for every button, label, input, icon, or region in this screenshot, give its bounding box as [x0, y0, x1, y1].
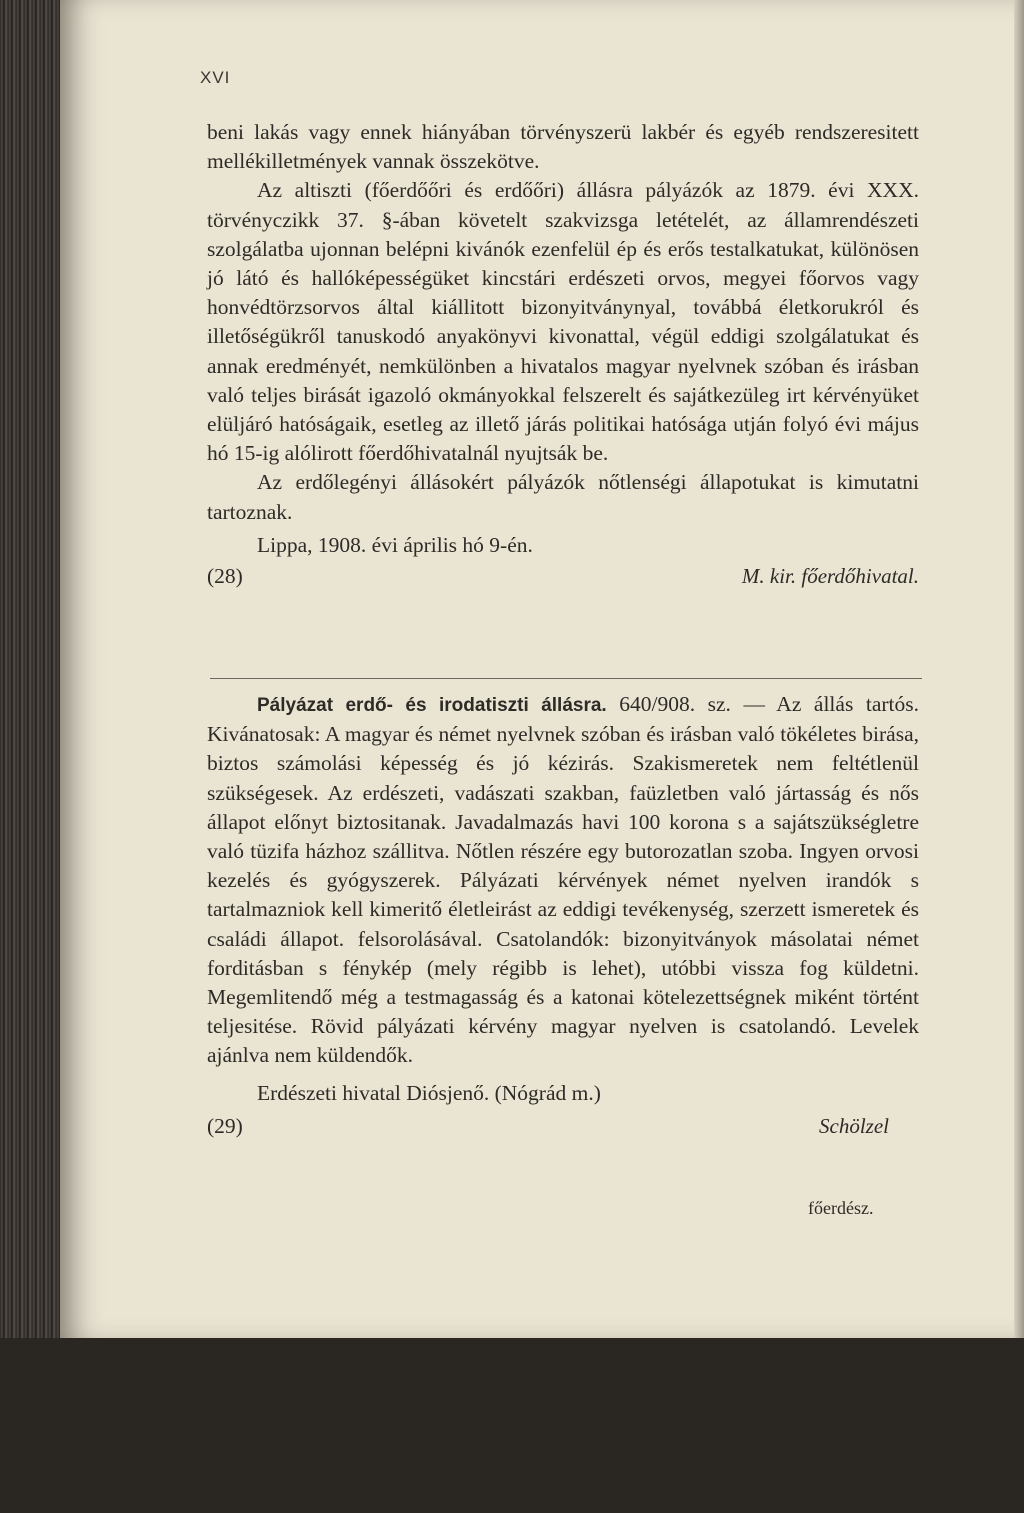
- book-page-edge: [1014, 0, 1024, 1513]
- notice-2-title: Pályázat erdő- és irodatiszti állásra.: [257, 695, 607, 716]
- notice-1-signature: M. kir. főerdőhivatal.: [741, 564, 919, 589]
- notice-2-signature-line: [207, 1112, 919, 1141]
- notice-1: [207, 118, 919, 591]
- notice-1-number: (28): [207, 564, 243, 589]
- page-number: XVI: [200, 68, 231, 87]
- notice-2-text: [207, 690, 919, 1071]
- section-divider: [210, 678, 922, 679]
- notice-1-place-date: Lippa, 1908. évi április hó 9-én.: [257, 532, 533, 557]
- notice-2-number: (29): [207, 1113, 243, 1138]
- notice-1-paragraph-3: Az erdőlegényi állásokért pályázók nőtlenségi állapotukat is kimutatni tartoznak.: [207, 470, 919, 524]
- notice-2-signature: Schölzel: [819, 1113, 889, 1138]
- notice-2: [207, 690, 919, 1141]
- notice-1-paragraph-1: beni lakás vagy ennek hiányában törvényszerü lakbér és egyéb rendszeresitett mellékilletmények vannak összekötve.: [207, 120, 919, 174]
- background-below-page: [0, 1338, 1024, 1513]
- notice-2-signer-title: főerdész.: [808, 1198, 874, 1218]
- notice-1-paragraph-2: Az altiszti (főerdőőri és erdőőri) állásra pályázók az 1879. évi XXX. törvényczikk 37. §-ában követelt szakvizsga letételét, az államrendészeti szolgálatba ujonnan belépni kivánók ezenfelül ép és erős testalkatukat, különösen jó látó és hallóképességüket kincstári erdészeti orvos, megyei főorvos vagy honvédtörzsorvos által kiállitott bizonyitványnyal, továbbá életkorukról és illetőségükről tanuskodó anyakönyvi kivonattal, végül eddigi szolgálatukat és annak eredményét, nemkülönben a hivatalos magyar nyelvnek szóban és irásban való teljes birását igazoló okmányokkal felszerelt és sajátkezüleg irt kérvényüket elüljáró hatóságaik, esetleg az illető járás politikai hatósága utján folyó évi május hó 15-ig alólirott főerdőhivatalnál nyujtsák be.: [207, 178, 919, 466]
- notice-2-body: 640/908. sz. — Az állás tartós. Kivánatosak: A magyar és német nyelvnek szóban és irásban való tökéletes birása, biztos számolási képesség és jó kézirás. Szakismeretek nem feltétlenül szükségesek. Az erdészeti, vadászati szakban, faüzletben való jártasság és nős állapot előnyt biztositanak. Javadalmazás havi 100 korona s a sajátszükségletre való tüzifa házhoz szállitva. Nőtlen részére egy butorozatlan szoba. Ingyen orvosi kezelés és gyógyszerek. Pályázati kérvények német nyelven irandók s tartalmazniok kell kimeritő életleirást az eddigi tevékenység, szerzett ismeretek és családi állapot. felsorolásával. Csatolandók: bizonyitványok másolatai német forditásban s fénykép (mely régibb is lehet), utóbbi vissza fog küldetni. Megemlitendő még a testmagasság és a katonai kötelezettségnek miként történt teljesitése. Rövid pályázati kérvény magyar nyelven is csatolandó. Levelek ajánlva nem küldendők.: [207, 692, 919, 1068]
- notice-1-signature-line: [207, 562, 919, 591]
- notice-2-place: Erdészeti hivatal Diósjenő. (Nógrád m.): [257, 1080, 601, 1105]
